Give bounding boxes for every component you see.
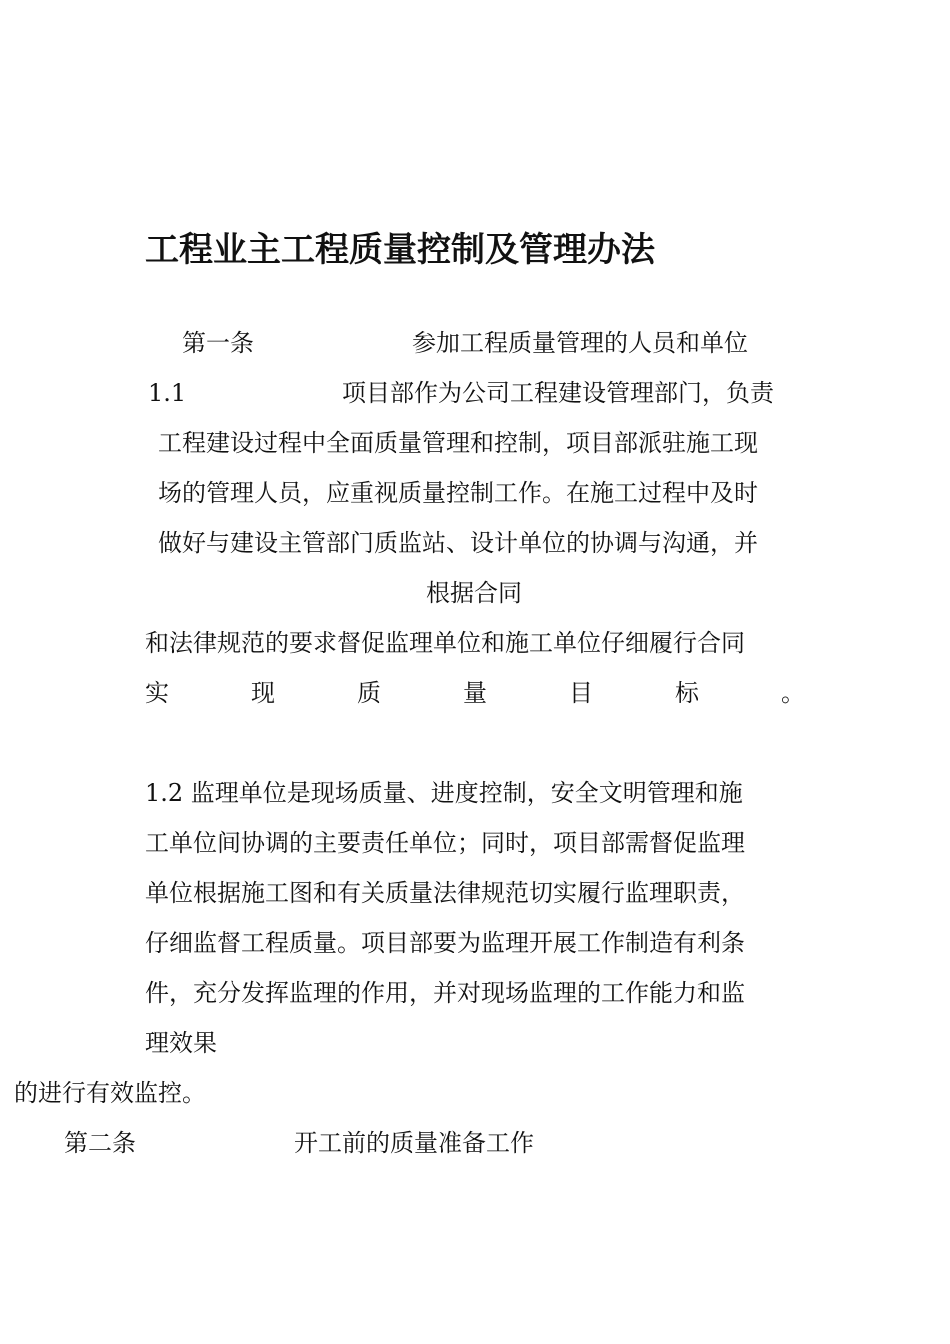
section-1-1-line: 根据合同 [426, 579, 522, 607]
spread-char: 量 [463, 679, 487, 707]
section-1-2-line: 的进行有效监控。 [14, 1079, 206, 1107]
article1-heading: 参加工程质量管理的人员和单位 [412, 329, 748, 357]
section-1-2-line: 单位根据施工图和有关质量法律规范切实履行监理职责， [145, 879, 745, 907]
section-1-1-line: 做好与建设主管部门质监站、设计单位的协调与沟通，并 [158, 529, 758, 557]
section-1-2-line: 仔细监督工程质量。项目部要为监理开展工作制造有利条 [145, 929, 745, 957]
section-1-2-line: 1.2 监理单位是现场质量、进度控制，安全文明管理和施 [145, 779, 743, 807]
section-1-1-line: 项目部作为公司工程建设管理部门，负责 [342, 379, 774, 407]
section-1-1-line: 场的管理人员，应重视质量控制工作。在施工过程中及时 [158, 479, 758, 507]
spread-char: 现 [251, 679, 275, 707]
section-1-1-line: 工程建设过程中全面质量管理和控制，项目部派驻施工现 [158, 429, 758, 457]
article2-heading: 开工前的质量准备工作 [294, 1129, 534, 1157]
section-1-1-line: 和法律规范的要求督促监理单位和施工单位仔细履行合同 [145, 629, 745, 657]
section-1-1-number: 1.1 [148, 379, 187, 407]
spread-char: 质 [357, 679, 381, 707]
spread-char: 。 [781, 679, 805, 707]
section-1-2-line: 件，充分发挥监理的作用，并对现场监理的工作能力和监 [145, 979, 745, 1007]
section-1-2-line: 工单位间协调的主要责任单位；同时，项目部需督促监理 [145, 829, 745, 857]
article2-label: 第二条 [64, 1129, 136, 1157]
section-1-2-line: 理效果 [145, 1029, 217, 1057]
document-title: 工程业主工程质量控制及管理办法 [145, 230, 655, 270]
spread-char: 实 [145, 679, 169, 707]
spread-char: 目 [569, 679, 593, 707]
spread-char: 标 [675, 679, 699, 707]
article1-label: 第一条 [182, 329, 254, 357]
section-1-1-spread-line [145, 678, 805, 708]
